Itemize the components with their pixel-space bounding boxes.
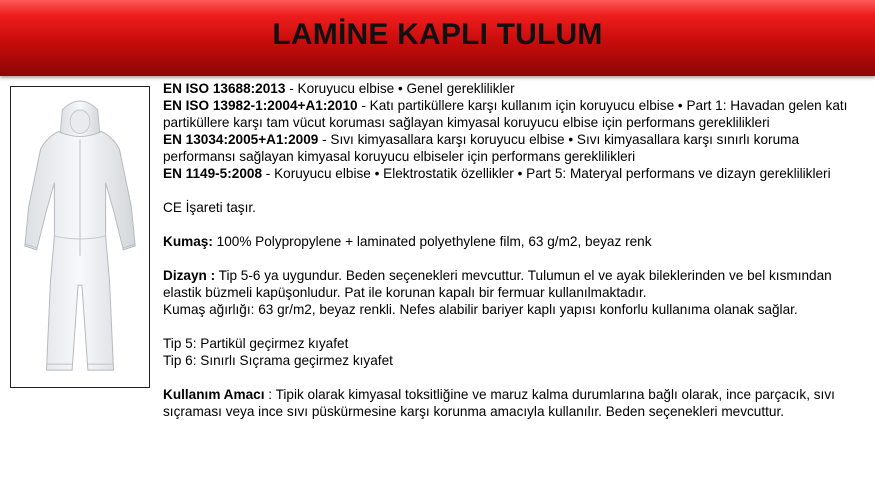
product-image <box>10 86 150 388</box>
standard-desc: - Sıvı kimyasallara karşı koruyucu elbise • Sıvı kimyasallara karşı sınırlı koruma performansı sağlayan kimyasal koruyucu elbiseler için performans gereklilikleri <box>163 132 800 164</box>
standard-item <box>163 80 868 97</box>
fabric-info <box>163 233 868 250</box>
standard-desc: - Katı partiküllere karşı kullanım için koruyucu elbise • Part 1: Havadan gelen katı partiküllere karşı tam vücut koruması sağlayan kimyasal koruyucu elbise için performans gereklilikleri <box>163 98 848 130</box>
usage-info <box>163 386 868 420</box>
design-label: Dizayn : <box>163 268 216 283</box>
design-info <box>163 267 868 301</box>
standard-item <box>163 131 868 165</box>
usage-text: : Tipik olarak kimyasal toksitliğine ve maruz kalma durumlarına bağlı olarak, ince parçacık, sıvı sıçraması veya ince sıvı püskürmesine karşı korunma amacıyla kullanılır. Beden seçenekleri mevcuttur. <box>163 387 835 419</box>
fabric-text: 100% Polypropylene + laminated polyethylene film, 63 g/m2, beyaz renk <box>212 234 652 249</box>
design-text: Tip 5-6 ya uygundur. Beden seçenekleri mevcuttur. Tulumun el ve ayak bileklerinden ve bel kısmından elastik büzmeli kapüşonludur. Pat ile korunan kapalı bir fermuar kullanılmaktadır. <box>163 268 832 300</box>
standard-code: EN ISO 13982-1:2004+A1:2010 <box>163 98 358 113</box>
standard-item <box>163 97 868 131</box>
title-banner <box>0 0 875 76</box>
standard-code: EN ISO 13688:2013 <box>163 81 286 96</box>
type-item: Tip 5: Partikül geçirmez kıyafet <box>163 336 349 351</box>
coverall-suit-icon <box>11 87 149 387</box>
standard-code: EN 13034:2005+A1:2009 <box>163 132 319 147</box>
ce-mark-text: CE İşareti taşır. <box>163 200 256 215</box>
type-item: Tip 6: Sınırlı Sıçrama geçirmez kıyafet <box>163 353 393 368</box>
standard-desc: - Koruyucu elbise • Genel gereklilikler <box>285 81 515 96</box>
product-description <box>163 80 868 420</box>
fabric-label: Kumaş: <box>163 234 213 249</box>
usage-label: Kullanım Amacı <box>163 387 265 402</box>
standard-desc: - Koruyucu elbise • Elektrostatik özellikler • Part 5: Materyal performans ve dizayn gereklilikleri <box>262 166 831 181</box>
standard-item <box>163 165 868 182</box>
page-title: LAMİNE KAPLI TULUM <box>272 18 603 51</box>
standard-code: EN 1149-5:2008 <box>163 166 263 181</box>
fabric-weight-text: Kumaş ağırlığı: 63 gr/m2, beyaz renkli. Nefes alabilir bariyer kaplı yapısı konforlu kullanıma olanak sağlar. <box>163 302 798 317</box>
